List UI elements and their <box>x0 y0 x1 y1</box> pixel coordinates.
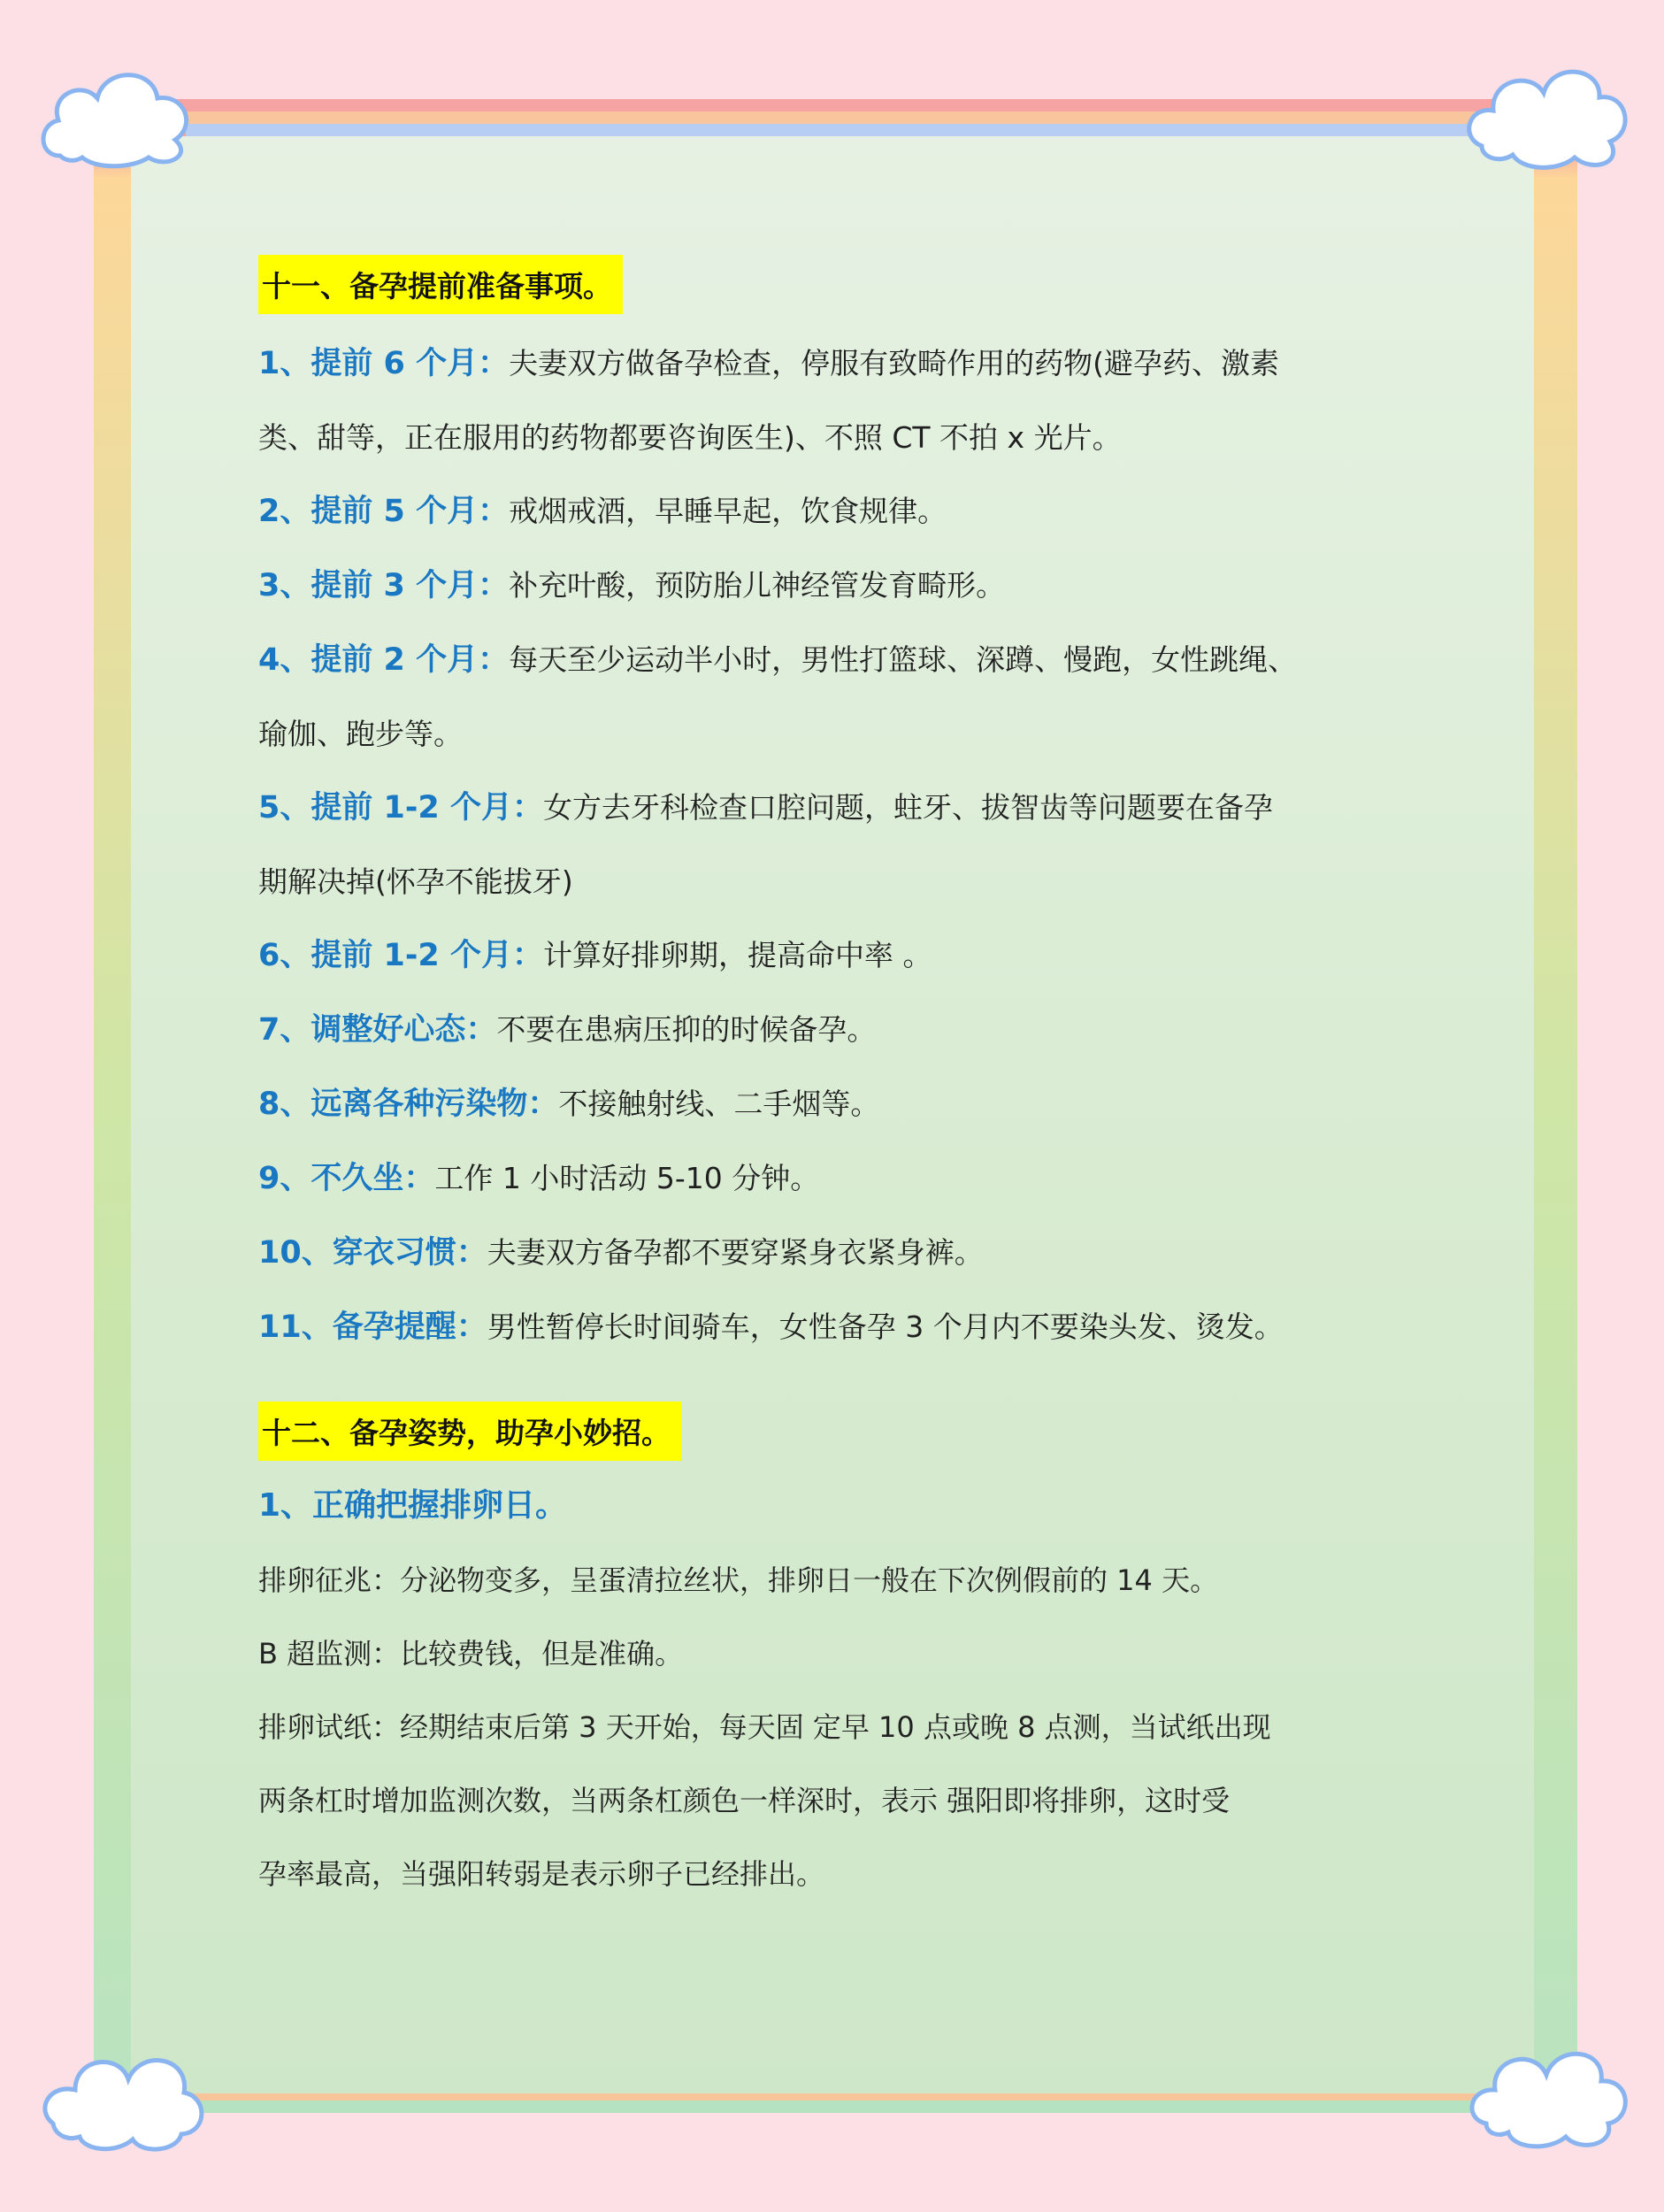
frame-stripe <box>186 2101 1478 2113</box>
item-text: 计算好排卵期，提高命中率 。 <box>542 938 932 972</box>
cloud-icon <box>1460 53 1637 177</box>
list-item <box>258 623 1426 697</box>
paragraph-line: 两条杠时增加监测次数，当两条杠颜色一样深时，表示 强阳即将排卵，这时受 <box>258 1784 1231 1817</box>
list-item <box>258 1067 1426 1141</box>
item-label: 9、不久坐： <box>258 1161 435 1196</box>
item-label: 2、提前 5 个月： <box>258 494 510 529</box>
item-label: 3、提前 3 个月： <box>258 568 510 603</box>
list-item <box>258 1290 1426 1364</box>
cloud-icon <box>35 2035 212 2159</box>
frame-stripe <box>186 99 1478 111</box>
item-text: 戒烟戒酒，早睡早起，饮食规律。 <box>509 494 947 528</box>
item-text: 夫妻双方备孕都不要穿紧身衣紧身裤。 <box>487 1235 984 1270</box>
item-label: 1、提前 6 个月： <box>258 346 510 381</box>
item-label: 10、穿衣习惯： <box>258 1235 487 1271</box>
cloud-icon <box>1460 2026 1637 2159</box>
item-text: 夫妻双方做备孕检查，停服有致畸作用的药物(避孕药、激素 <box>509 346 1279 380</box>
document-content <box>258 255 1426 1911</box>
list-item <box>258 326 1426 401</box>
item-label: 8、远离各种污染物： <box>258 1087 559 1122</box>
item-text: 男性暂停长时间骑车，女性备孕 3 个月内不要染头发、烫发。 <box>487 1310 1284 1344</box>
item-label: 7、调整好心态： <box>258 1012 497 1048</box>
paragraph-line: 孕率最高，当强阳转弱是表示卵子已经排出。 <box>258 1857 825 1891</box>
item-label: 11、备孕提醒： <box>258 1310 487 1345</box>
item-label: 4、提前 2 个月： <box>258 642 510 678</box>
list-item <box>258 1216 1426 1290</box>
section-heading: 十二、备孕姿势，助孕小妙招。 <box>258 1402 681 1461</box>
list-item-continuation: 类、甜等，正在服用的药物都要咨询医生)、不照 CT 不拍 x 光片。 <box>258 420 1122 455</box>
item-text: 不接触射线、二手烟等。 <box>558 1087 880 1121</box>
list-item <box>258 474 1426 549</box>
item-text: 女方去牙科检查口腔问题，蛀牙、拔智齿等问题要在备孕 <box>542 790 1273 825</box>
section-heading: 十一、备孕提前准备事项。 <box>258 255 623 314</box>
paragraph-line: B 超监测：比较费钱，但是准确。 <box>258 1637 684 1671</box>
list-item <box>258 549 1426 623</box>
list-item <box>258 918 1426 993</box>
frame-stripe <box>186 124 1478 136</box>
list-item <box>258 993 1426 1067</box>
cloud-icon <box>34 58 202 173</box>
item-text: 工作 1 小时活动 5-10 分钟。 <box>434 1161 820 1195</box>
paragraph-line: 排卵试纸：经期结束后第 3 天开始，每天固 定早 10 点或晚 8 点测，当试纸出现 <box>258 1710 1271 1744</box>
list-item <box>258 1141 1426 1216</box>
paragraph-line: 排卵征兆：分泌物变多，呈蛋清拉丝状，排卵日一般在下次例假前的 14 天。 <box>258 1563 1219 1597</box>
item-label: 5、提前 1-2 个月： <box>258 790 543 826</box>
subheading: 1、正确把握排卵日。 <box>258 1487 568 1524</box>
item-text: 不要在患病压抑的时候备孕。 <box>496 1012 877 1047</box>
list-item <box>258 771 1426 845</box>
list-item-continuation: 瑜伽、跑步等。 <box>258 717 463 751</box>
list-item-continuation: 期解决掉(怀孕不能拔牙) <box>258 864 573 899</box>
frame-stripe <box>186 111 1478 124</box>
item-label: 6、提前 1-2 个月： <box>258 938 543 973</box>
item-text: 每天至少运动半小时，男性打篮球、深蹲、慢跑，女性跳绳、 <box>509 642 1298 677</box>
item-text: 补充叶酸，预防胎儿神经管发育畸形。 <box>509 568 1006 603</box>
